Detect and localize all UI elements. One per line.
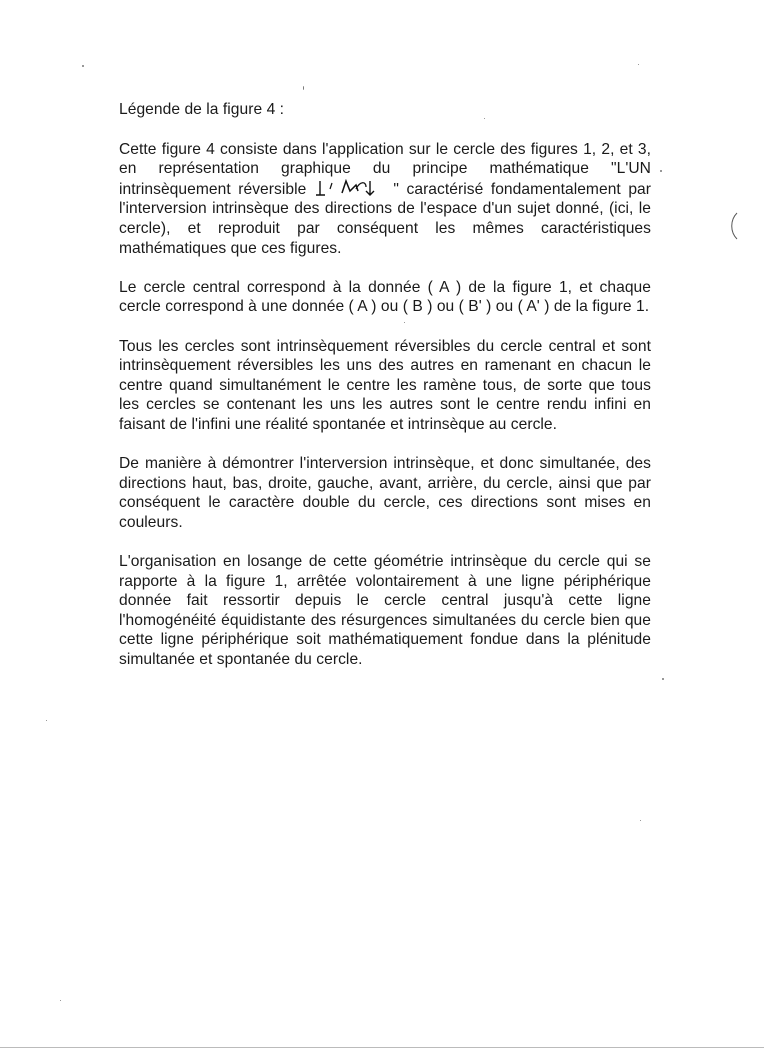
scan-speck bbox=[60, 1000, 61, 1001]
paragraph-5: L'organisation en losange de cette géométrie intrinsèque du cercle qui se rapporte à la figure 1, arrêtée volontairement à une ligne périphérique donnée fait ressortir depuis le cercle central jusqu'à cette ligne l'homogénéité équidistante des résurgences simultanées du cercle bien que cette ligne périphérique soit mathématiquement fondue dans la plénitude simultanée et spontanée du cercle. bbox=[119, 553, 651, 669]
document-heading: Légende de la figure 4 : bbox=[119, 101, 285, 118]
scan-speck bbox=[303, 86, 304, 90]
scan-speck bbox=[46, 720, 47, 721]
page-bottom-edge bbox=[0, 1047, 764, 1048]
scan-speck bbox=[82, 65, 84, 67]
paragraph-4: De manière à démontrer l'interversion intrinsèque, et donc simultanée, des directions haut, bas, droite, gauche, avant, arrière, du cercle, ainsi que par conséquent le caractère double du cercle, ces directions sont mises en couleurs. bbox=[119, 455, 651, 531]
paragraph-3: Tous les cercles sont intrinsèquement réversibles du cercle central et sont intrinsèquement réversibles les uns des autres en ramenant en chacun le centre quand simultanément le centre les ramène tous, de sorte que tous les cercles se contenant les uns les autres sont le centre rendu infini en faisant de l'infini une réalité spontanée et intrinsèque au cercle. bbox=[119, 337, 651, 433]
paragraph-1 bbox=[119, 140, 651, 259]
paragraph-2: Le cercle central correspond à la donnée ( A ) de la figure 1, et chaque cercle correspond à une donnée ( A ) ou ( B ) ou ( B' ) ou ( A' ) de la figure 1. bbox=[119, 278, 651, 316]
margin-paren-mark bbox=[728, 212, 740, 240]
scan-speck bbox=[660, 170, 662, 172]
scan-speck bbox=[640, 820, 641, 821]
paragraph-1-text-start: Cette figure 4 consiste dans l'application sur le cercle des figures 1, 2, et 3, en représentation graphique du principe mathématique "L'UN intrinsèquement réversible bbox=[119, 140, 651, 198]
document-body bbox=[119, 100, 651, 689]
handwritten-formula-icon bbox=[314, 179, 386, 197]
paragraph-1-text-end: " caractérisé fondamentalement par l'interversion intrinsèque des directions de l'espace d'un sujet donné, (ici, le cercle), et reproduit par conséquent les mêmes caractéristiques mathématiques que ces figures. bbox=[119, 180, 652, 257]
scan-speck bbox=[638, 64, 639, 65]
scan-speck bbox=[662, 678, 664, 680]
